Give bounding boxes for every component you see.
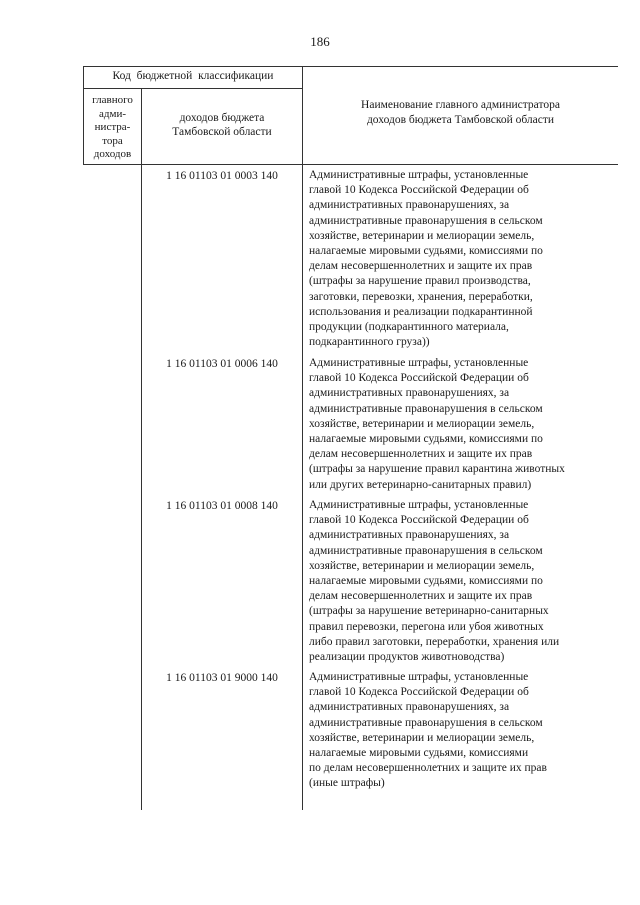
row-description: Административные штрафы, установленные главой 10 Кодекса Российской Федерации об административных правонарушениях, за административные правонарушения в сельском хозяйстве, ветеринарии и мелиорации земель, налагаемые мировыми судьями, комиссиями по делам несовершеннолетних и защите их прав (штрафы за нарушение правил карантина животных или других ветеринарно-санитарных правил) bbox=[309, 357, 565, 491]
header-group-divider bbox=[83, 88, 302, 89]
admin-column-divider bbox=[141, 88, 142, 810]
row-code: 1 16 01103 01 9000 140 bbox=[166, 672, 278, 684]
row-code: 1 16 01103 01 0003 140 bbox=[166, 170, 278, 182]
header-income-column: доходов бюджета Тамбовской области bbox=[172, 112, 272, 138]
row-code: 1 16 01103 01 0008 140 bbox=[166, 500, 278, 512]
header-admin-column: главного адми- нистра- тора доходов bbox=[92, 94, 133, 160]
row-description: Административные штрафы, установленные главой 10 Кодекса Российской Федерации об административных правонарушениях, за административные правонарушения в сельском хозяйстве, ветеринарии и мелиорации земель, налагаемые мировыми судьями, комиссиями по делам несовершеннолетних и защите их прав (иные штрафы) bbox=[309, 671, 547, 790]
row-code: 1 16 01103 01 0006 140 bbox=[166, 358, 278, 370]
page-number: 186 bbox=[310, 34, 330, 49]
header-group-label: Код бюджетной классификации bbox=[112, 70, 274, 82]
header-name-column: Наименование главного администратора доходов бюджета Тамбовской области bbox=[361, 99, 560, 126]
name-column-divider bbox=[302, 66, 303, 810]
header-bottom-border bbox=[83, 164, 618, 165]
row-description: Административные штрафы, установленные главой 10 Кодекса Российской Федерации об административных правонарушениях, за административные правонарушения в сельском хозяйстве, ветеринарии и мелиорации земель, налагаемые мировыми судьями, комиссиями по делам несовершеннолетних и защите их прав (штрафы за нарушение ветеринарно-санитарных правил перевозки, перегона или убоя животных либо правил заготовки, переработки, хранения или реализации продуктов животноводства) bbox=[309, 499, 560, 664]
row-description: Административные штрафы, установленные главой 10 Кодекса Российской Федерации об административных правонарушениях, за административные правонарушения в сельском хозяйстве, ветеринарии и мелиорации земель, налагаемые мировыми судьями, комиссиями по делам несовершеннолетних и защите их прав (штрафы за нарушение правил производства, заготовки, перевозки, хранения, переработки, использования и реализации подкарантинной продукции (подкарантинного материала, подкарантинного груза)) bbox=[309, 169, 543, 349]
table-top-border bbox=[83, 66, 618, 67]
